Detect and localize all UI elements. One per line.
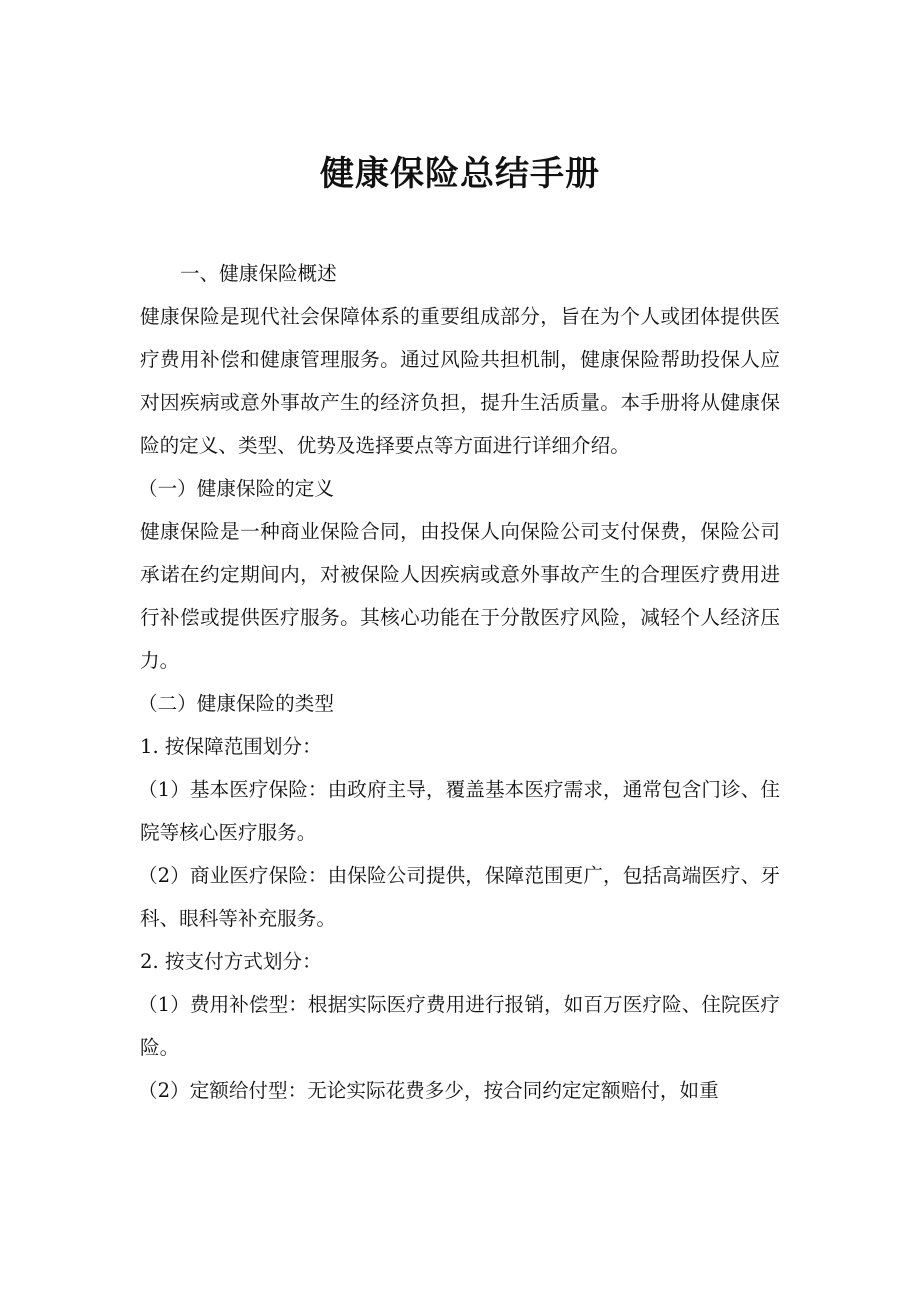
list-item-commercial-insurance: （2）商业医疗保险：由保险公司提供，保障范围更广，包括高端医疗、牙科、眼科等补充服务。 xyxy=(138,864,780,930)
list-item-basic-insurance: （1）基本医疗保险：由政府主导，覆盖基本医疗需求，通常包含门诊、住院等核心医疗服务。 xyxy=(138,778,780,844)
list-heading-payment: 2. 按支付方式划分： xyxy=(140,950,322,973)
section-heading-overview: 一、健康保险概述 xyxy=(180,262,337,285)
subheading-definition: （一）健康保险的定义 xyxy=(138,477,334,500)
subheading-types: （二）健康保险的类型 xyxy=(138,692,334,715)
list-heading-coverage: 1. 按保障范围划分： xyxy=(140,735,322,758)
list-item-fixed-benefit: （2）定额给付型：无论实际花费多少，按合同约定定额赔付，如重 xyxy=(138,1079,719,1102)
list-item-reimbursement: （1）费用补偿型：根据实际医疗费用进行报销，如百万医疗险、住院医疗险。 xyxy=(138,993,780,1059)
document-body xyxy=(140,252,780,1112)
paragraph-overview: 健康保险是现代社会保障体系的重要组成部分，旨在为个人或团体提供医疗费用补偿和健康管理服务。通过风险共担机制，健康保险帮助投保人应对因疾病或意外事故产生的经济负担，提升生活质量。本手册将从健康保险的定义、类型、优势及选择要点等方面进行详细介绍。 xyxy=(140,305,780,457)
paragraph-definition: 健康保险是一种商业保险合同，由投保人向保险公司支付保费，保险公司承诺在约定期间内，对被保险人因疾病或意外事故产生的合理医疗费用进行补偿或提供医疗服务。其核心功能在于分散医疗风险，减轻个人经济压力。 xyxy=(140,520,780,672)
page-title: 健康保险总结手册 xyxy=(320,154,600,194)
